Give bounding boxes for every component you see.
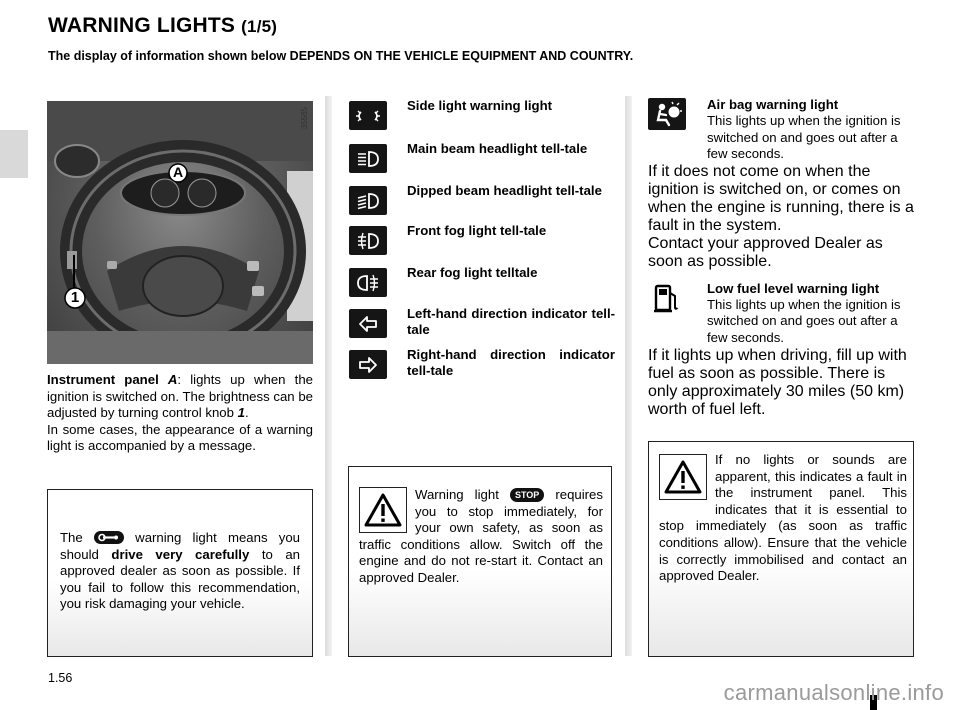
left-indicator-icon <box>349 309 387 338</box>
right-indicator-icon <box>349 350 387 379</box>
airbag-text <box>648 113 914 163</box>
column-divider <box>325 96 332 656</box>
warning-triangle-icon <box>659 454 707 500</box>
section-tab <box>0 130 28 178</box>
box2-post: requires you to stop immediately, for your own safety, as soon as traffic conditions allow. Switch off the engine and do not re-start it. Contact an approved Dealer. <box>359 487 603 585</box>
tell-tale-label: Side light warning light <box>407 98 553 113</box>
lead-end: . <box>244 405 249 421</box>
lead-ref: A <box>167 372 178 387</box>
stop-icon: STOP <box>510 488 544 502</box>
message-text: In some cases, the appearance of a warning light is accompanied by a message. <box>47 421 313 454</box>
page-number: 1.56 <box>48 671 73 685</box>
watermark: carmanualsonline.info <box>723 680 944 705</box>
instrument-panel-text <box>47 372 313 482</box>
box1-mid: warning light means you should <box>60 530 301 562</box>
no-lights-warning-box <box>648 441 914 657</box>
photo-code: 35565 <box>300 107 309 130</box>
service-warning-box <box>47 489 313 657</box>
column-3 <box>648 97 914 419</box>
airbag-title: Air bag warning light <box>707 97 839 112</box>
column-divider <box>625 96 632 656</box>
wrench-icon <box>94 531 124 544</box>
dipped-beam-icon <box>349 186 387 215</box>
fuel-text-1: This lights up when the ignition is switched on and goes out after a few seconds. <box>707 296 901 345</box>
airbag-entry <box>648 97 914 163</box>
tell-tale-label: Main beam headlight tell-tale <box>407 141 588 156</box>
main-beam-icon <box>349 144 387 173</box>
box3-text: If no lights or sounds are apparent, this indicates a fault in the instrument panel. This indicates that it is essential to stop immediately (as soon as traffic conditions allow). Ensure that the vehicle is correctly immobilised and contact an approved Dealer. <box>659 452 907 584</box>
fuel-title: Low fuel level warning light <box>707 280 880 296</box>
knob-ref: 1 <box>237 405 245 421</box>
side-light-icon <box>349 101 387 130</box>
warning-triangle-icon <box>359 487 407 533</box>
airbag-text-1: This lights up when the ignition is switched on and goes out after a few seconds. <box>707 113 901 162</box>
lead-bold: Instrument panel <box>47 372 159 387</box>
title-part: (1/5) <box>241 17 278 36</box>
instrument-panel-photo <box>47 101 313 364</box>
tell-tale-label: Left-hand direction indicator tell-tale <box>407 306 615 337</box>
box2-pre: Warning light <box>415 487 499 502</box>
front-fog-icon <box>349 226 387 255</box>
callout-1: 1 <box>70 289 80 306</box>
airbag-icon <box>648 98 686 130</box>
tell-tale-label: Dipped beam headlight tell-tale <box>407 183 602 198</box>
box1-post: to an approved dealer as soon as possible. If you fail to follow this recommendation, you risk damaging your vehicle. <box>60 546 300 612</box>
stop-warning-box <box>348 466 612 657</box>
box1-bold: drive very carefully <box>111 546 250 562</box>
box1-pre: The <box>60 530 83 545</box>
fuel-text-2: If it lights up when driving, fill up with fuel as soon as possible. There is only approximately 30 miles (50 km) worth of fuel left. <box>648 346 907 418</box>
fuel-entry <box>648 281 914 347</box>
lead-text: : lights up when the ignition is switched on. The brightness can be adjusted by turning control knob <box>47 372 313 421</box>
airbag-text-2: If it does not come on when the ignition is switched on, or comes on when the engine is running, there is a fault in the system. <box>648 162 914 234</box>
tell-tale-label: Front fog light tell-tale <box>407 223 547 238</box>
airbag-text-3: Contact your approved Dealer as soon as possible. <box>648 234 883 270</box>
rear-fog-icon <box>349 268 387 297</box>
tell-tale-label: Right-hand direction indicator tell-tale <box>407 347 615 378</box>
fuel-pump-icon <box>648 282 686 314</box>
tell-tale-label: Rear fog light telltale <box>407 265 538 280</box>
title-text: WARNING LIGHTS <box>48 14 236 37</box>
page-title <box>48 14 277 38</box>
callout-a: A <box>172 164 184 180</box>
page-subtitle: The display of information shown below DEPENDS ON THE VEHICLE EQUIPMENT AND COUNTRY. <box>48 49 634 63</box>
